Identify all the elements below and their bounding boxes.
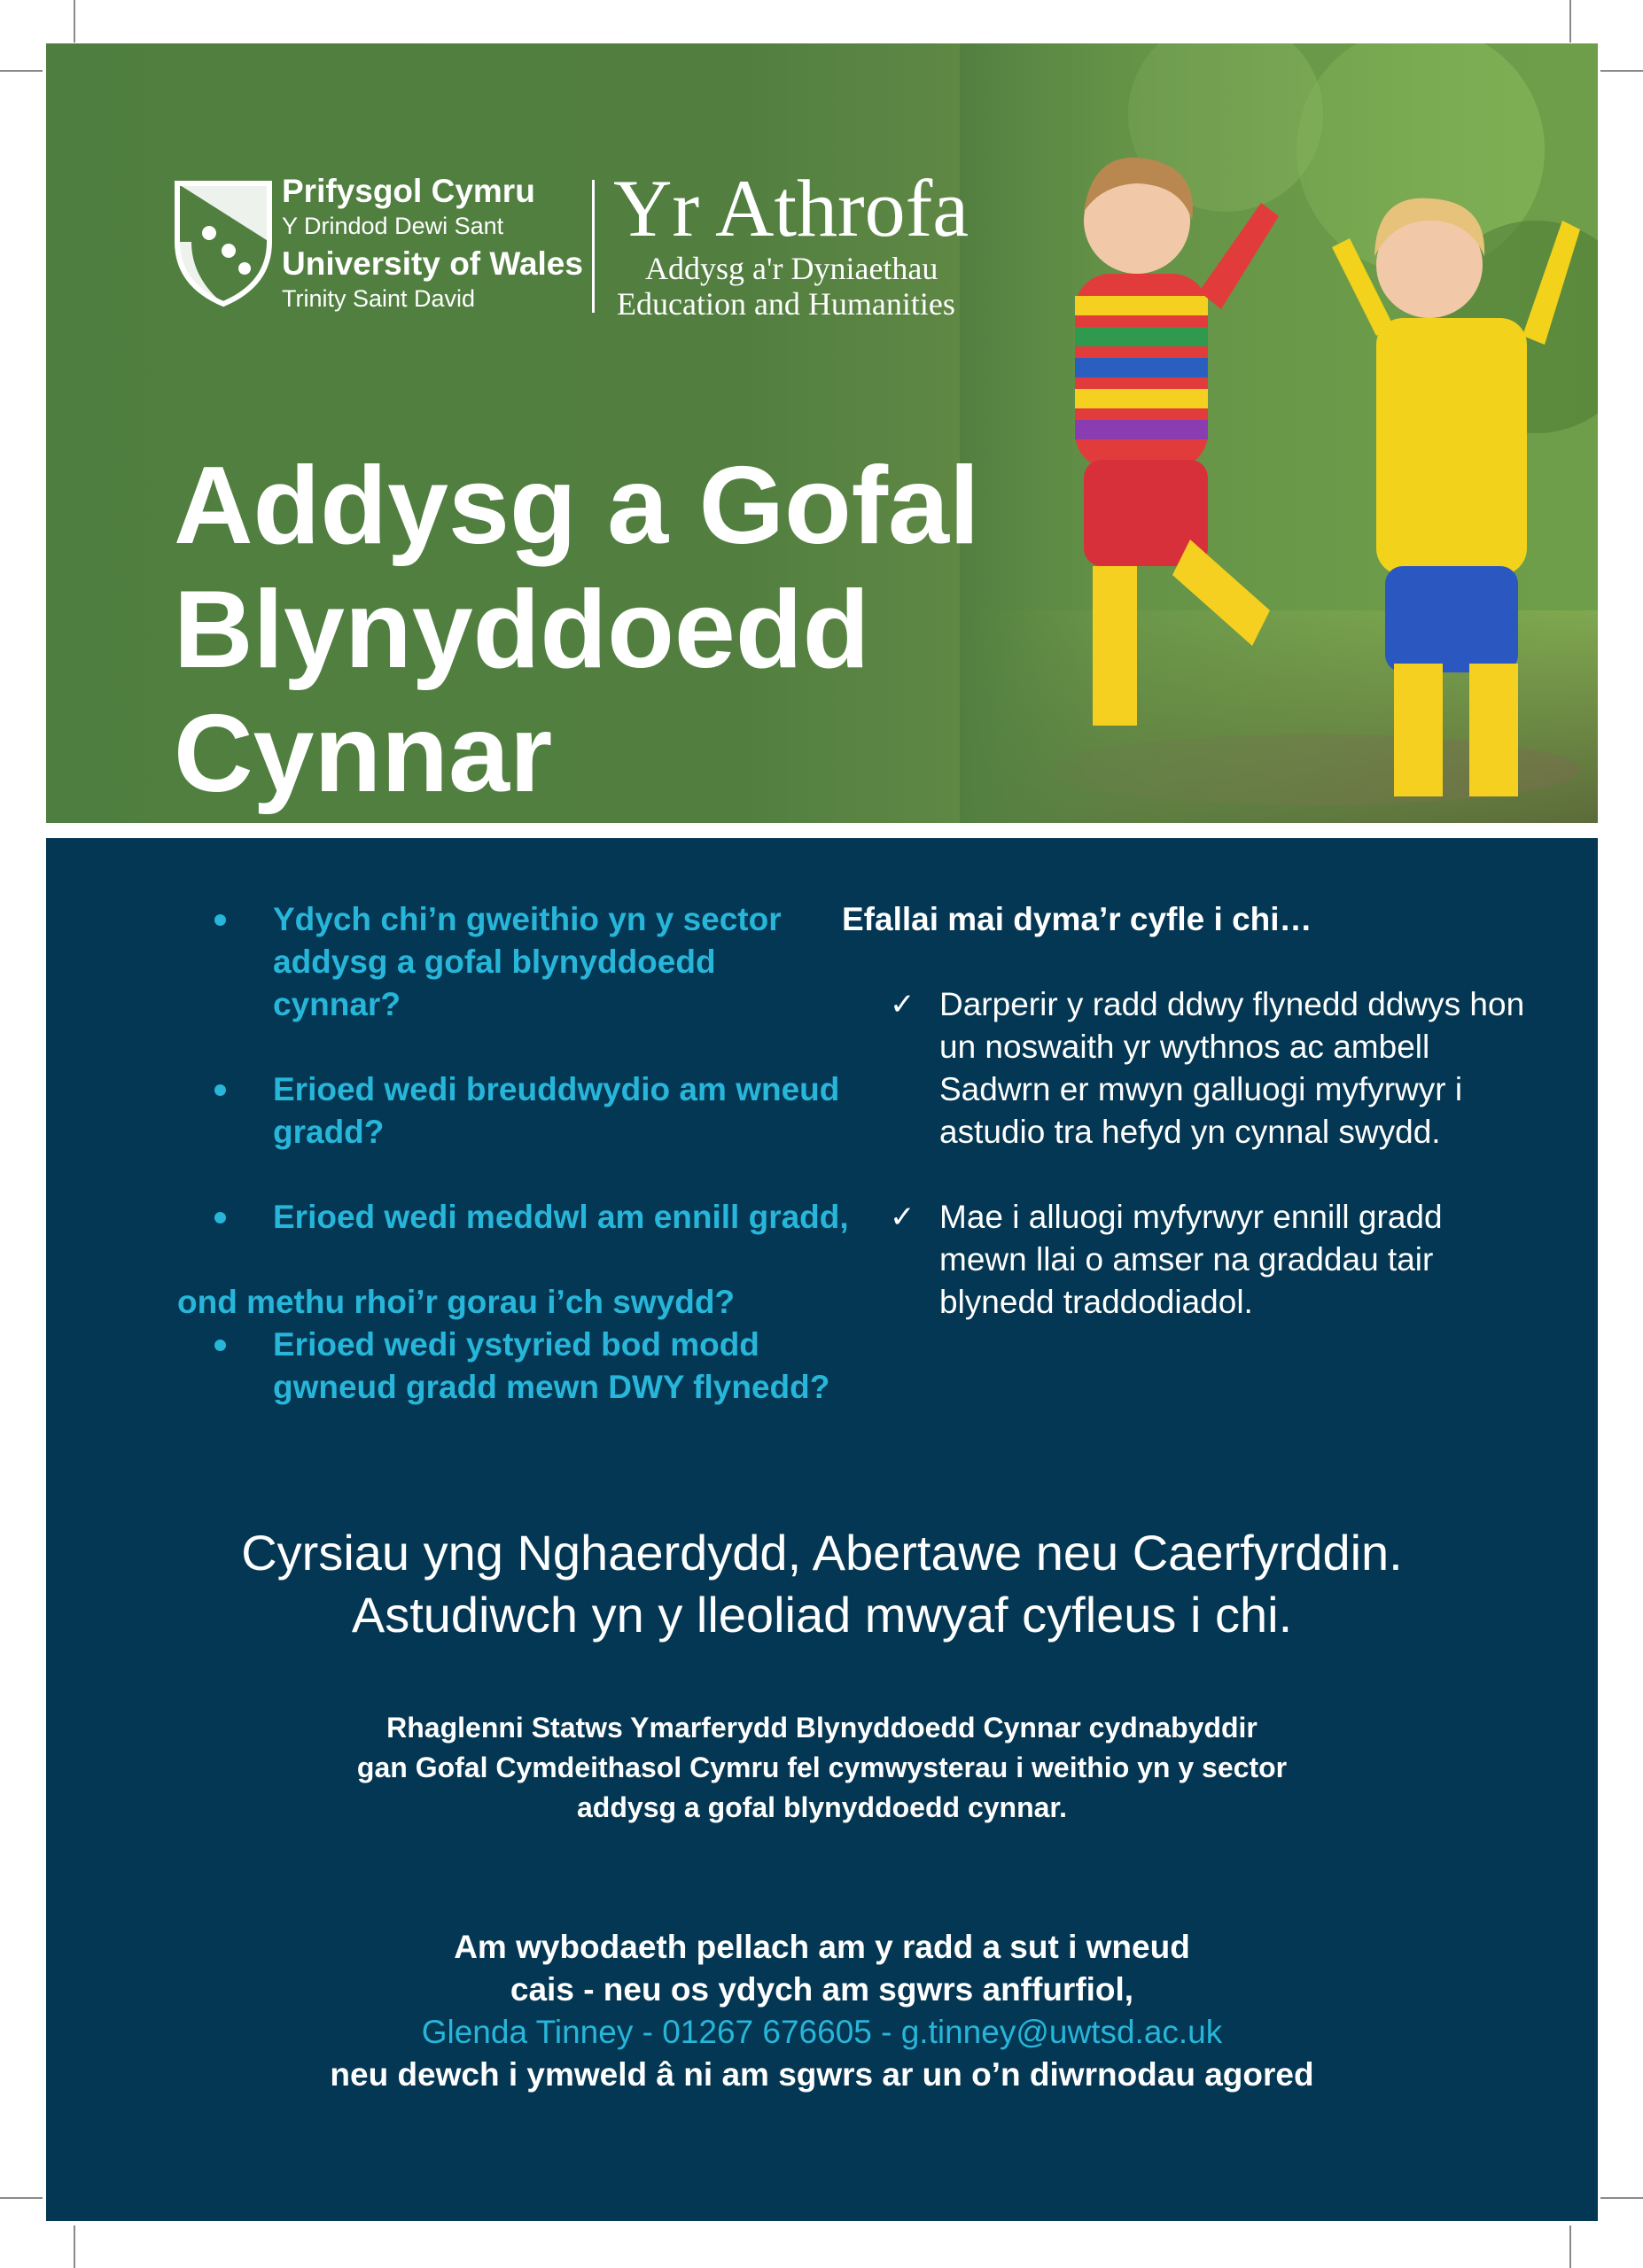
hero-banner xyxy=(46,43,1598,823)
crop-mark xyxy=(0,70,43,72)
title-line: Addysg a Gofal xyxy=(174,445,980,567)
title-line: Cynnar xyxy=(174,693,553,815)
location-statement xyxy=(46,1522,1598,1646)
page-title xyxy=(174,444,1149,816)
university-name-english: University of Wales xyxy=(282,245,583,282)
benefit-text: Darperir y radd ddwy flynedd ddwys hon un noswaith yr wythnos ac ambell Sadwrn er mwyn galluogi myfyrwyr i astudio tra hefyd yn cynnal swydd. xyxy=(939,986,1525,1150)
list-item xyxy=(177,898,851,1026)
question-text: Erioed wedi meddwl am ennill gradd, xyxy=(273,1199,849,1235)
university-campus-english: Trinity Saint David xyxy=(282,285,476,312)
bullet-dot-icon xyxy=(214,1212,226,1223)
recognition-line: gan Gofal Cymdeithasol Cymru fel cymwysterau i weithio yn y sector xyxy=(356,1751,1288,1783)
location-line: Cyrsiau yng Nghaerdydd, Abertawe neu Caerfyrddin. xyxy=(241,1525,1403,1581)
crop-mark xyxy=(1569,2225,1571,2268)
benefit-text: Mae i alluogi myfyrwyr ennill gradd mewn llai o amser na graddau tair blynedd traddodiadol. xyxy=(939,1199,1443,1320)
checkmark-icon: ✓ xyxy=(890,987,915,1022)
list-item xyxy=(842,1196,1533,1324)
question-text: Erioed wedi ystyried bod modd gwneud gradd mewn DWY flynedd? xyxy=(273,1326,830,1405)
crop-mark xyxy=(0,2197,43,2199)
athrofa-subtitle-welsh: Addysg a'r Dyniaethau xyxy=(645,251,938,286)
question-text: Ydych chi’n gweithio yn y sector addysg a gofal blynyddoedd cynnar? xyxy=(273,901,782,1022)
crest-shield-icon xyxy=(174,180,273,307)
open-days-note: neu dewch i ymweld â ni am sgwrs ar un o’n diwrnodau agored xyxy=(330,2056,1314,2093)
bullet-dot-icon xyxy=(214,914,226,926)
recognition-statement xyxy=(46,1708,1598,1828)
recognition-line: addysg a gofal blynyddoedd cynnar. xyxy=(577,1791,1067,1823)
location-line: Astudiwch yn y lleoliad mwyaf cyfleus i chi. xyxy=(351,1587,1293,1643)
university-campus-welsh: Y Drindod Dewi Sant xyxy=(282,213,504,239)
university-logo-text xyxy=(282,175,583,311)
recognition-line: Rhaglenni Statws Ymarferydd Blynyddoedd Cynnar cydnabyddir xyxy=(386,1712,1258,1744)
benefits-heading: Efallai mai dyma’r cyfle i chi… xyxy=(842,901,1312,937)
crop-mark xyxy=(1600,70,1643,72)
title-line: Blynyddoedd xyxy=(174,569,870,691)
list-item xyxy=(842,983,1533,1153)
crop-mark xyxy=(74,0,75,43)
question-list xyxy=(177,898,851,1409)
crop-mark xyxy=(74,2225,75,2268)
question-text: Erioed wedi breuddwydio am wneud gradd? xyxy=(273,1071,840,1150)
list-item xyxy=(177,1324,851,1409)
athrofa-logo xyxy=(613,163,969,322)
checkmark-icon: ✓ xyxy=(890,1200,915,1235)
info-panel xyxy=(46,838,1598,2221)
athrofa-subtitle-english: Education and Humanities xyxy=(617,286,955,322)
contact-details-link[interactable]: Glenda Tinney - 01267 676605 - g.tinney@uwtsd.ac.uk xyxy=(421,2014,1223,2050)
bullet-dot-icon xyxy=(214,1340,226,1351)
benefits-column xyxy=(842,898,1533,1366)
crop-mark xyxy=(1600,2197,1643,2199)
list-item xyxy=(177,1196,851,1239)
contact-intro: Am wybodaeth pellach am y radd a sut i wneud xyxy=(454,1929,1190,1965)
bullet-dot-icon xyxy=(214,1084,226,1096)
athrofa-title: Yr Athrofa xyxy=(613,163,969,253)
crop-mark xyxy=(1569,0,1571,43)
list-item xyxy=(177,1068,851,1153)
logo-divider xyxy=(592,180,595,313)
university-name-welsh: Prifysgol Cymru xyxy=(282,173,535,209)
question-continuation: ond methu rhoi’r gorau i’ch swydd? xyxy=(177,1284,736,1320)
contact-block xyxy=(46,1926,1598,2096)
contact-intro: cais - neu os ydych am sgwrs anffurfiol, xyxy=(510,1971,1134,2008)
